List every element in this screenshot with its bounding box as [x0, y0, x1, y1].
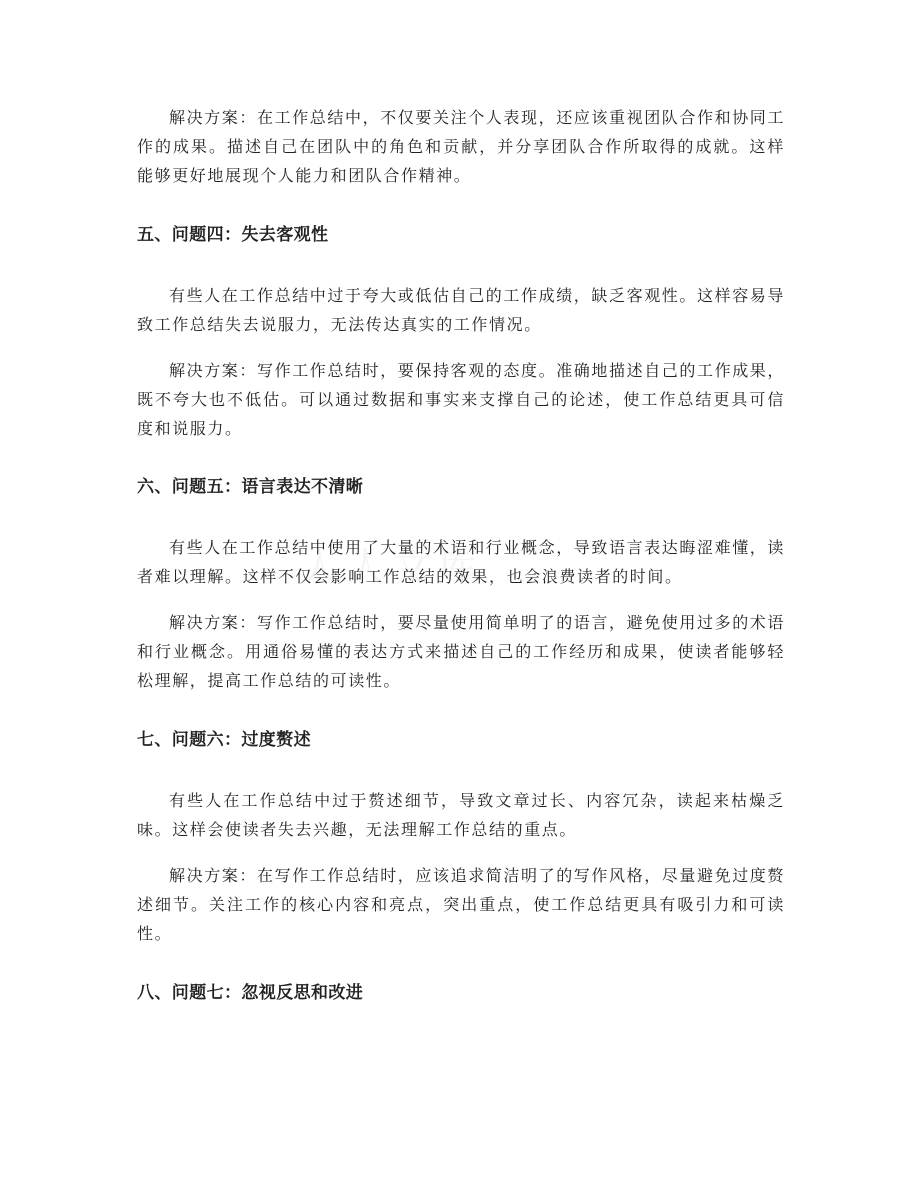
paragraph-problem-objectivity: 有些人在工作总结中过于夸大或低估自己的工作成绩，缺乏客观性。这样容易导致工作总结失去说服力，无法传达真实的工作情况。 — [137, 286, 786, 334]
section-heading-7: 七、问题六：过度赘述 — [137, 730, 311, 750]
section-heading-8: 八、问题七：忽视反思和改进 — [137, 983, 364, 1003]
document-page — [137, 0, 786, 1003]
paragraph-solution-language: 解决方案：写作工作总结时，要尽量使用简单明了的语言，避免使用过多的术语和行业概念。用通俗易懂的表达方式来描述自己的工作经历和成果，使读者能够轻松理解，提高工作总结的可读性。 — [137, 613, 786, 690]
paragraph-problem-language: 有些人在工作总结中使用了大量的术语和行业概念，导致语言表达晦涩难懂，读者难以理解。这样不仅会影响工作总结的效果，也会浪费读者的时间。 — [137, 538, 786, 586]
paragraph-solution-verbosity: 解决方案：在写作工作总结时，应该追求简洁明了的写作风格，尽量避免过度赘述细节。关注工作的核心内容和亮点，突出重点，使工作总结更具有吸引力和可读性。 — [137, 866, 786, 943]
section-heading-6: 六、问题五：语言表达不清晰 — [137, 477, 364, 497]
section-heading-5: 五、问题四：失去客观性 — [137, 225, 329, 245]
paragraph-solution-teamwork: 解决方案：在工作总结中，不仅要关注个人表现，还应该重视团队合作和协同工作的成果。描述自己在团队中的角色和贡献，并分享团队合作所取得的成就。这样能够更好地展现个人能力和团队合作精神。 — [137, 108, 786, 185]
paragraph-problem-verbosity: 有些人在工作总结中过于赘述细节，导致文章过长、内容冗杂，读起来枯燥乏味。这样会使读者失去兴趣，无法理解工作总结的重点。 — [137, 791, 785, 839]
paragraph-solution-objectivity: 解决方案：写作工作总结时，要保持客观的态度。准确地描述自己的工作成果，既不夸大也不低估。可以通过数据和事实来支撑自己的论述，使工作总结更具可信度和说服力。 — [137, 361, 786, 438]
